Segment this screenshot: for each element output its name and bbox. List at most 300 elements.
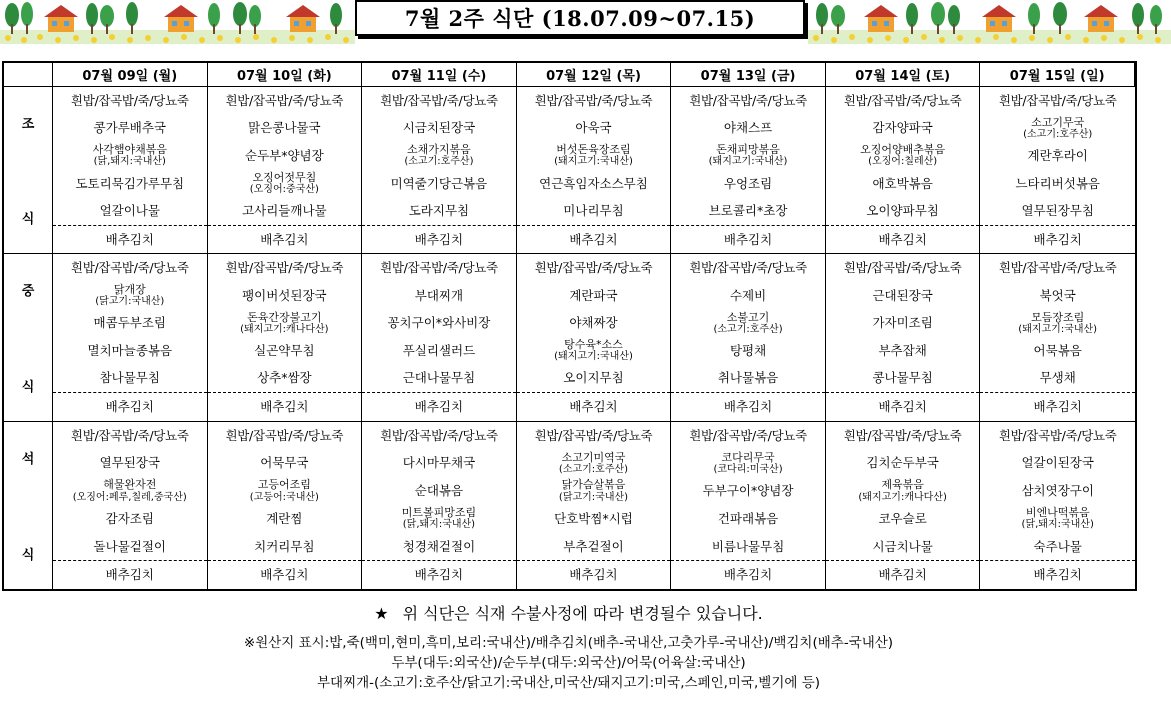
dish-name: 배추김치 (260, 567, 309, 583)
dish-name: 버섯돈육장조림 (556, 143, 631, 157)
menu-cell (517, 254, 672, 421)
dish-item (362, 197, 516, 225)
dish-name: 실곤약무침 (254, 342, 315, 358)
staple-item (362, 87, 516, 115)
dish-item (208, 337, 362, 365)
tree-icon (831, 5, 845, 34)
dish-item (53, 337, 207, 365)
dish-name: 비엔나떡볶음 (1025, 506, 1090, 520)
dish-name: 흰밥/잡곡밥/죽/당뇨죽 (689, 92, 807, 108)
kimchi-item (53, 392, 207, 421)
dish-item (208, 477, 362, 505)
dish-item (671, 309, 825, 337)
dish-name: 북엇국 (1039, 287, 1076, 303)
origin-note: (닭고기:국내산) (95, 296, 165, 308)
dish-name: 배추김치 (414, 231, 464, 247)
dish-name: 참나물무침 (99, 370, 160, 386)
house-icon (982, 5, 1016, 32)
menu-cell (53, 254, 208, 421)
dish-name: 흰밥/잡곡밥/죽/당뇨죽 (534, 427, 653, 443)
dish-name: 배추김치 (105, 567, 154, 583)
meal-label-char: 중 (21, 284, 35, 300)
meal-label (4, 422, 53, 589)
dish-name: 오징어양배추볶음 (860, 143, 946, 157)
origin-note: (소고기:호주산) (404, 156, 474, 168)
dish-name: 도토리묵김가루무침 (75, 175, 185, 191)
page-title: 7월 2주 식단 (18.07.09~07.15) (404, 6, 756, 31)
dish-name: 야채짜장 (569, 315, 618, 331)
dish-item (53, 115, 207, 143)
dish-item (671, 142, 825, 170)
dish-item (362, 142, 516, 170)
dish-name: 부추잡채 (878, 342, 927, 358)
dish-name: 닭개장 (113, 283, 146, 297)
tree-icon (1053, 2, 1067, 34)
tree-icon (1028, 3, 1040, 34)
origin-note: (돼지고기:국내산) (1018, 323, 1098, 335)
dish-name: 배추김치 (878, 231, 927, 247)
origin-note: (돼지고기:국내산) (708, 156, 788, 168)
dish-item (517, 477, 671, 505)
kimchi-item (517, 225, 671, 254)
menu-cell (208, 87, 363, 254)
dish-item (671, 115, 825, 143)
origin-note: (고등어:국내산) (249, 491, 319, 503)
house-icon (1084, 5, 1118, 32)
dish-item (826, 477, 980, 505)
dish-item (980, 197, 1135, 225)
dish-name: 두부구이*양념장 (702, 483, 794, 499)
dish-name: 흰밥/잡곡밥/죽/당뇨죽 (225, 427, 344, 443)
origin-note: (오징어:페루,칠레,중국산) (72, 491, 187, 503)
dish-name: 흰밥/잡곡밥/죽/당뇨죽 (843, 260, 962, 276)
origin-note: (코다리:미국산) (713, 463, 783, 475)
dish-name: 얼갈이나물 (99, 203, 160, 219)
dish-name: 취나물볶음 (717, 370, 779, 386)
dish-name: 배추김치 (414, 398, 464, 414)
day-header: 07월 15일 (일) (980, 63, 1135, 87)
kimchi-item (671, 560, 825, 589)
tree-icon (249, 5, 261, 34)
menu-cell (671, 87, 826, 254)
dish-name: 김치순두부국 (866, 455, 939, 471)
dish-name: 배추김치 (1033, 567, 1082, 583)
kimchi-item (362, 392, 516, 421)
dish-name: 배추김치 (878, 398, 927, 414)
dish-name: 열무된장국 (99, 455, 160, 471)
house-icon (286, 5, 320, 32)
star-icon: ★ (374, 604, 389, 623)
house-icon (44, 5, 78, 32)
kimchi-item (517, 392, 671, 421)
kimchi-item (362, 225, 516, 254)
menu-cell (517, 422, 672, 589)
staple-item (826, 254, 980, 282)
dish-name: 미트볼피망조림 (401, 506, 477, 520)
kimchi-item (980, 225, 1135, 254)
dish-name: 닭가슴살볶음 (561, 478, 626, 492)
staple-item (208, 422, 362, 450)
menu-cell (362, 254, 517, 421)
meal-label (4, 254, 53, 421)
tree-icon (208, 3, 220, 34)
staple-item (826, 87, 980, 115)
dish-name: 상추*쌈장 (257, 370, 312, 386)
table-corner (4, 63, 53, 87)
dish-item (826, 309, 980, 337)
dish-name: 돌나물겉절이 (93, 538, 166, 554)
dish-item (671, 365, 825, 393)
day-header: 07월 10일 (화) (208, 63, 363, 87)
dish-item (980, 477, 1135, 505)
staple-item (671, 254, 825, 282)
dish-item (517, 170, 671, 198)
dish-name: 감자양파국 (872, 120, 933, 136)
dish-name: 흰밥/잡곡밥/죽/당뇨죽 (998, 427, 1117, 443)
day-header: 07월 13일 (금) (671, 63, 826, 87)
kimchi-item (980, 392, 1135, 421)
dish-item (980, 365, 1135, 393)
dish-name: 소고기무국 (1031, 115, 1085, 129)
dish-name: 야채스프 (723, 120, 773, 136)
dish-name: 순두부*양념장 (245, 147, 324, 163)
dish-name: 배추김치 (723, 567, 773, 583)
dish-name: 배추김치 (260, 398, 309, 414)
dish-item (826, 170, 980, 198)
dish-name: 배추김치 (260, 231, 309, 247)
kimchi-item (53, 225, 207, 254)
dish-item (53, 365, 207, 393)
meal-label-char: 식 (21, 212, 35, 228)
dish-name: 느타리버섯볶음 (1015, 175, 1100, 191)
dish-name: 맑은콩나물국 (248, 120, 321, 136)
dish-item (53, 449, 207, 477)
dish-item (517, 505, 671, 533)
dish-name: 소고기미역국 (561, 450, 626, 464)
dish-item (980, 282, 1135, 310)
dish-item (362, 449, 516, 477)
dish-name: 소불고기 (726, 310, 770, 324)
dish-item (208, 365, 362, 393)
origin-note: (소고기:호주산) (713, 323, 783, 335)
menu-cell (980, 254, 1135, 421)
dish-name: 시금치나물 (872, 538, 933, 554)
kimchi-item (362, 560, 516, 589)
tree-icon (126, 2, 138, 34)
dish-name: 흰밥/잡곡밥/죽/당뇨죽 (689, 260, 807, 276)
staple-item (671, 87, 825, 115)
kimchi-item (826, 225, 980, 254)
dish-item (208, 505, 362, 533)
dish-name: 흰밥/잡곡밥/죽/당뇨죽 (380, 92, 498, 108)
staple-item (671, 422, 825, 450)
dish-name: 콩가루배추국 (93, 120, 166, 136)
origin-note: (돼지고기:캐나다산) (858, 491, 947, 503)
dish-item (208, 309, 362, 337)
tree-icon (948, 5, 960, 34)
dish-name: 열무된장무침 (1021, 203, 1094, 219)
dish-item (208, 170, 362, 198)
staple-item (980, 422, 1135, 450)
dish-name: 다시마무채국 (402, 455, 476, 471)
dish-name: 해물완자전 (103, 478, 157, 492)
dish-name: 연근흑임자소스무침 (539, 175, 648, 191)
dish-item (826, 505, 980, 533)
dish-item (53, 533, 207, 561)
dish-item (362, 477, 516, 505)
dish-name: 흰밥/잡곡밥/죽/당뇨죽 (225, 260, 344, 276)
staple-item (362, 422, 516, 450)
dish-item (826, 365, 980, 393)
dish-item (826, 282, 980, 310)
origin-note: (닭,돼지:국내산) (1021, 519, 1094, 531)
dish-item (53, 282, 207, 310)
dish-name: 흰밥/잡곡밥/죽/당뇨죽 (998, 260, 1117, 276)
staple-item (517, 254, 671, 282)
dish-item (826, 337, 980, 365)
dish-name: 오이지무침 (563, 370, 624, 386)
menu-cell (53, 87, 208, 254)
dish-item (826, 142, 980, 170)
menu-cell (671, 254, 826, 421)
menu-cell (826, 422, 981, 589)
dish-name: 어묵볶음 (1033, 342, 1082, 358)
dish-item (671, 477, 825, 505)
origin-note: (돼지고기:국내산) (554, 351, 633, 363)
dish-item (362, 337, 516, 365)
dish-item (980, 337, 1135, 365)
dish-name: 우엉조림 (723, 175, 773, 191)
dish-item (671, 282, 825, 310)
dish-item (980, 115, 1135, 143)
origin-note: (닭,돼지:국내산) (93, 156, 166, 168)
dish-item (362, 170, 516, 198)
dish-item (980, 142, 1135, 170)
dish-name: 비름나물무침 (711, 538, 785, 554)
dish-name: 배추김치 (414, 567, 464, 583)
dish-name: 얼갈이된장국 (1021, 455, 1094, 471)
origin-note: (소고기:호주산) (1023, 128, 1093, 140)
dish-item (208, 115, 362, 143)
dish-item (53, 170, 207, 198)
origin-note: (오징어:칠레산) (868, 156, 938, 168)
house-icon (164, 5, 198, 32)
staple-item (362, 254, 516, 282)
day-header: 07월 14일 (토) (826, 63, 981, 87)
dish-item (53, 477, 207, 505)
dish-name: 매콤두부조림 (93, 315, 166, 331)
dish-name: 미나리무침 (563, 203, 624, 219)
dish-item (208, 197, 362, 225)
staple-item (517, 422, 671, 450)
village-decoration-left (0, 0, 355, 44)
dish-name: 배추김치 (878, 567, 927, 583)
menu-cell (980, 422, 1135, 589)
dish-item (671, 505, 825, 533)
dish-name: 흰밥/잡곡밥/죽/당뇨죽 (70, 92, 189, 108)
dish-name: 배추김치 (105, 231, 154, 247)
staple-item (53, 422, 207, 450)
dish-name: 멸치마늘종볶음 (87, 342, 173, 358)
dish-name: 배추김치 (569, 567, 618, 583)
menu-cell (980, 87, 1135, 254)
staple-item (517, 87, 671, 115)
tree-icon (1132, 3, 1144, 34)
staple-item (208, 87, 362, 115)
dish-name: 근대나물무침 (402, 370, 476, 386)
dish-item (671, 533, 825, 561)
menu-cell (826, 254, 981, 421)
menu-title-box (355, 0, 805, 36)
staple-item (980, 87, 1135, 115)
dish-name: 코다리무국 (721, 450, 775, 464)
dish-item (671, 197, 825, 225)
dish-item (671, 449, 825, 477)
tree-icon (233, 2, 247, 34)
kimchi-item (826, 560, 980, 589)
meal-label-char: 조 (21, 117, 35, 132)
dish-name: 부추겉절이 (563, 538, 624, 554)
menu-cell (362, 422, 517, 589)
dish-name: 오이양파무침 (866, 203, 939, 219)
tree-icon (931, 2, 945, 34)
dish-item (362, 365, 516, 393)
dish-name: 코우슬로 (878, 510, 927, 526)
dish-name: 순대볶음 (414, 483, 464, 499)
tree-icon (1150, 5, 1162, 34)
kimchi-item (208, 225, 362, 254)
kimchi-item (671, 225, 825, 254)
menu-cell (53, 422, 208, 589)
dish-name: 흰밥/잡곡밥/죽/당뇨죽 (70, 260, 189, 276)
dish-item (517, 142, 671, 170)
dish-name: 흰밥/잡곡밥/죽/당뇨죽 (998, 92, 1117, 108)
dish-name: 팽이버섯된장국 (242, 287, 327, 303)
dish-name: 숙주나물 (1033, 538, 1082, 554)
dish-name: 청경채겉절이 (402, 538, 476, 554)
menu-cell (826, 87, 981, 254)
dish-name: 탕평채 (729, 342, 767, 358)
staple-item (826, 422, 980, 450)
staple-item (53, 254, 207, 282)
tree-icon (100, 5, 114, 34)
origin-note: (돼지고기:국내산) (554, 156, 633, 168)
tree-icon (5, 3, 19, 34)
tree-icon (86, 3, 98, 34)
meal-label-char: 석 (21, 451, 35, 467)
origin-note: (돼지고기:캐나다산) (240, 323, 329, 335)
dish-name: 치커리무침 (254, 538, 315, 554)
origin-line-3: 부대찌개-(소고기:호주산/닭고기:국내산,미국산/돼지고기:미국,스페인,미국,벨기에 등) (317, 675, 820, 691)
dish-name: 애호박볶음 (872, 175, 933, 191)
staple-item (53, 87, 207, 115)
origin-note: (오징어:중국산) (249, 183, 319, 195)
dish-name: 근대된장국 (872, 287, 933, 303)
dish-name: 배추김치 (1033, 231, 1082, 247)
dish-name: 어묵무국 (260, 455, 309, 471)
dish-item (980, 505, 1135, 533)
dish-item (208, 449, 362, 477)
dish-name: 콩나물무침 (872, 370, 933, 386)
dish-name: 수제비 (729, 287, 767, 303)
dish-item (517, 115, 671, 143)
menu-cell (362, 87, 517, 254)
origin-note: (닭고기:국내산) (558, 491, 629, 503)
dish-name: 꽁치구이*와사비장 (387, 315, 491, 331)
dish-name: 미역줄기당근볶음 (390, 175, 488, 191)
change-notice-text: 위 식단은 식재 수불사정에 따라 변경될수 있습니다. (402, 604, 763, 623)
day-header: 07월 12일 (목) (517, 63, 672, 87)
dish-item (980, 449, 1135, 477)
dish-name: 도라지무침 (408, 203, 470, 219)
origin-note: (소고기:호주산) (558, 463, 629, 475)
dish-item (671, 170, 825, 198)
dish-name: 고등어조림 (257, 478, 311, 492)
dish-name: 흰밥/잡곡밥/죽/당뇨죽 (380, 427, 498, 443)
tree-icon (816, 3, 828, 34)
dish-item (208, 282, 362, 310)
staple-item (208, 254, 362, 282)
dish-name: 단호박찜*시럽 (554, 510, 633, 526)
dish-name: 돈육간장불고기 (247, 310, 322, 324)
dish-name: 오징어젓무침 (252, 170, 317, 184)
dish-item (362, 505, 516, 533)
dish-item (53, 197, 207, 225)
dish-name: 배추김치 (723, 398, 773, 414)
dish-name: 소채가지볶음 (407, 143, 471, 157)
dish-name: 흰밥/잡곡밥/죽/당뇨죽 (225, 92, 344, 108)
dish-name: 모듬장조림 (1031, 310, 1085, 324)
change-notice (0, 601, 1137, 624)
day-header: 07월 11일 (수) (362, 63, 517, 87)
tree-icon (21, 2, 33, 34)
dish-item (362, 533, 516, 561)
dish-name: 계란찜 (266, 510, 303, 526)
kimchi-item (208, 560, 362, 589)
dish-name: 흰밥/잡곡밥/죽/당뇨죽 (843, 427, 962, 443)
dish-item (362, 309, 516, 337)
dish-name: 흰밥/잡곡밥/죽/당뇨죽 (534, 260, 653, 276)
dish-item (826, 115, 980, 143)
dish-name: 흰밥/잡곡밥/죽/당뇨죽 (689, 427, 807, 443)
dish-name: 배추김치 (569, 398, 618, 414)
day-header: 07월 09일 (월) (53, 63, 208, 87)
dish-name: 무생채 (1039, 370, 1076, 386)
kimchi-item (208, 392, 362, 421)
dish-name: 흰밥/잡곡밥/죽/당뇨죽 (534, 92, 653, 108)
dish-name: 고사리들깨나물 (242, 203, 327, 219)
dish-name: 배추김치 (105, 398, 154, 414)
dish-item (826, 449, 980, 477)
dish-item (362, 282, 516, 310)
dish-item (826, 533, 980, 561)
dish-name: 흰밥/잡곡밥/죽/당뇨죽 (70, 427, 189, 443)
menu-cell (208, 422, 363, 589)
dish-item (517, 337, 671, 365)
dish-name: 흰밥/잡곡밥/죽/당뇨죽 (380, 260, 498, 276)
dish-name: 돈채피망볶음 (716, 143, 780, 157)
meal-label-char: 식 (21, 547, 35, 563)
dish-item (362, 115, 516, 143)
staple-item (980, 254, 1135, 282)
origin-note: (닭,돼지:국내산) (402, 519, 476, 531)
house-icon (864, 5, 898, 32)
dish-item (826, 197, 980, 225)
dish-item (517, 197, 671, 225)
kimchi-item (980, 560, 1135, 589)
dish-name: 아욱국 (575, 120, 612, 136)
dish-name: 건파래볶음 (717, 510, 779, 526)
